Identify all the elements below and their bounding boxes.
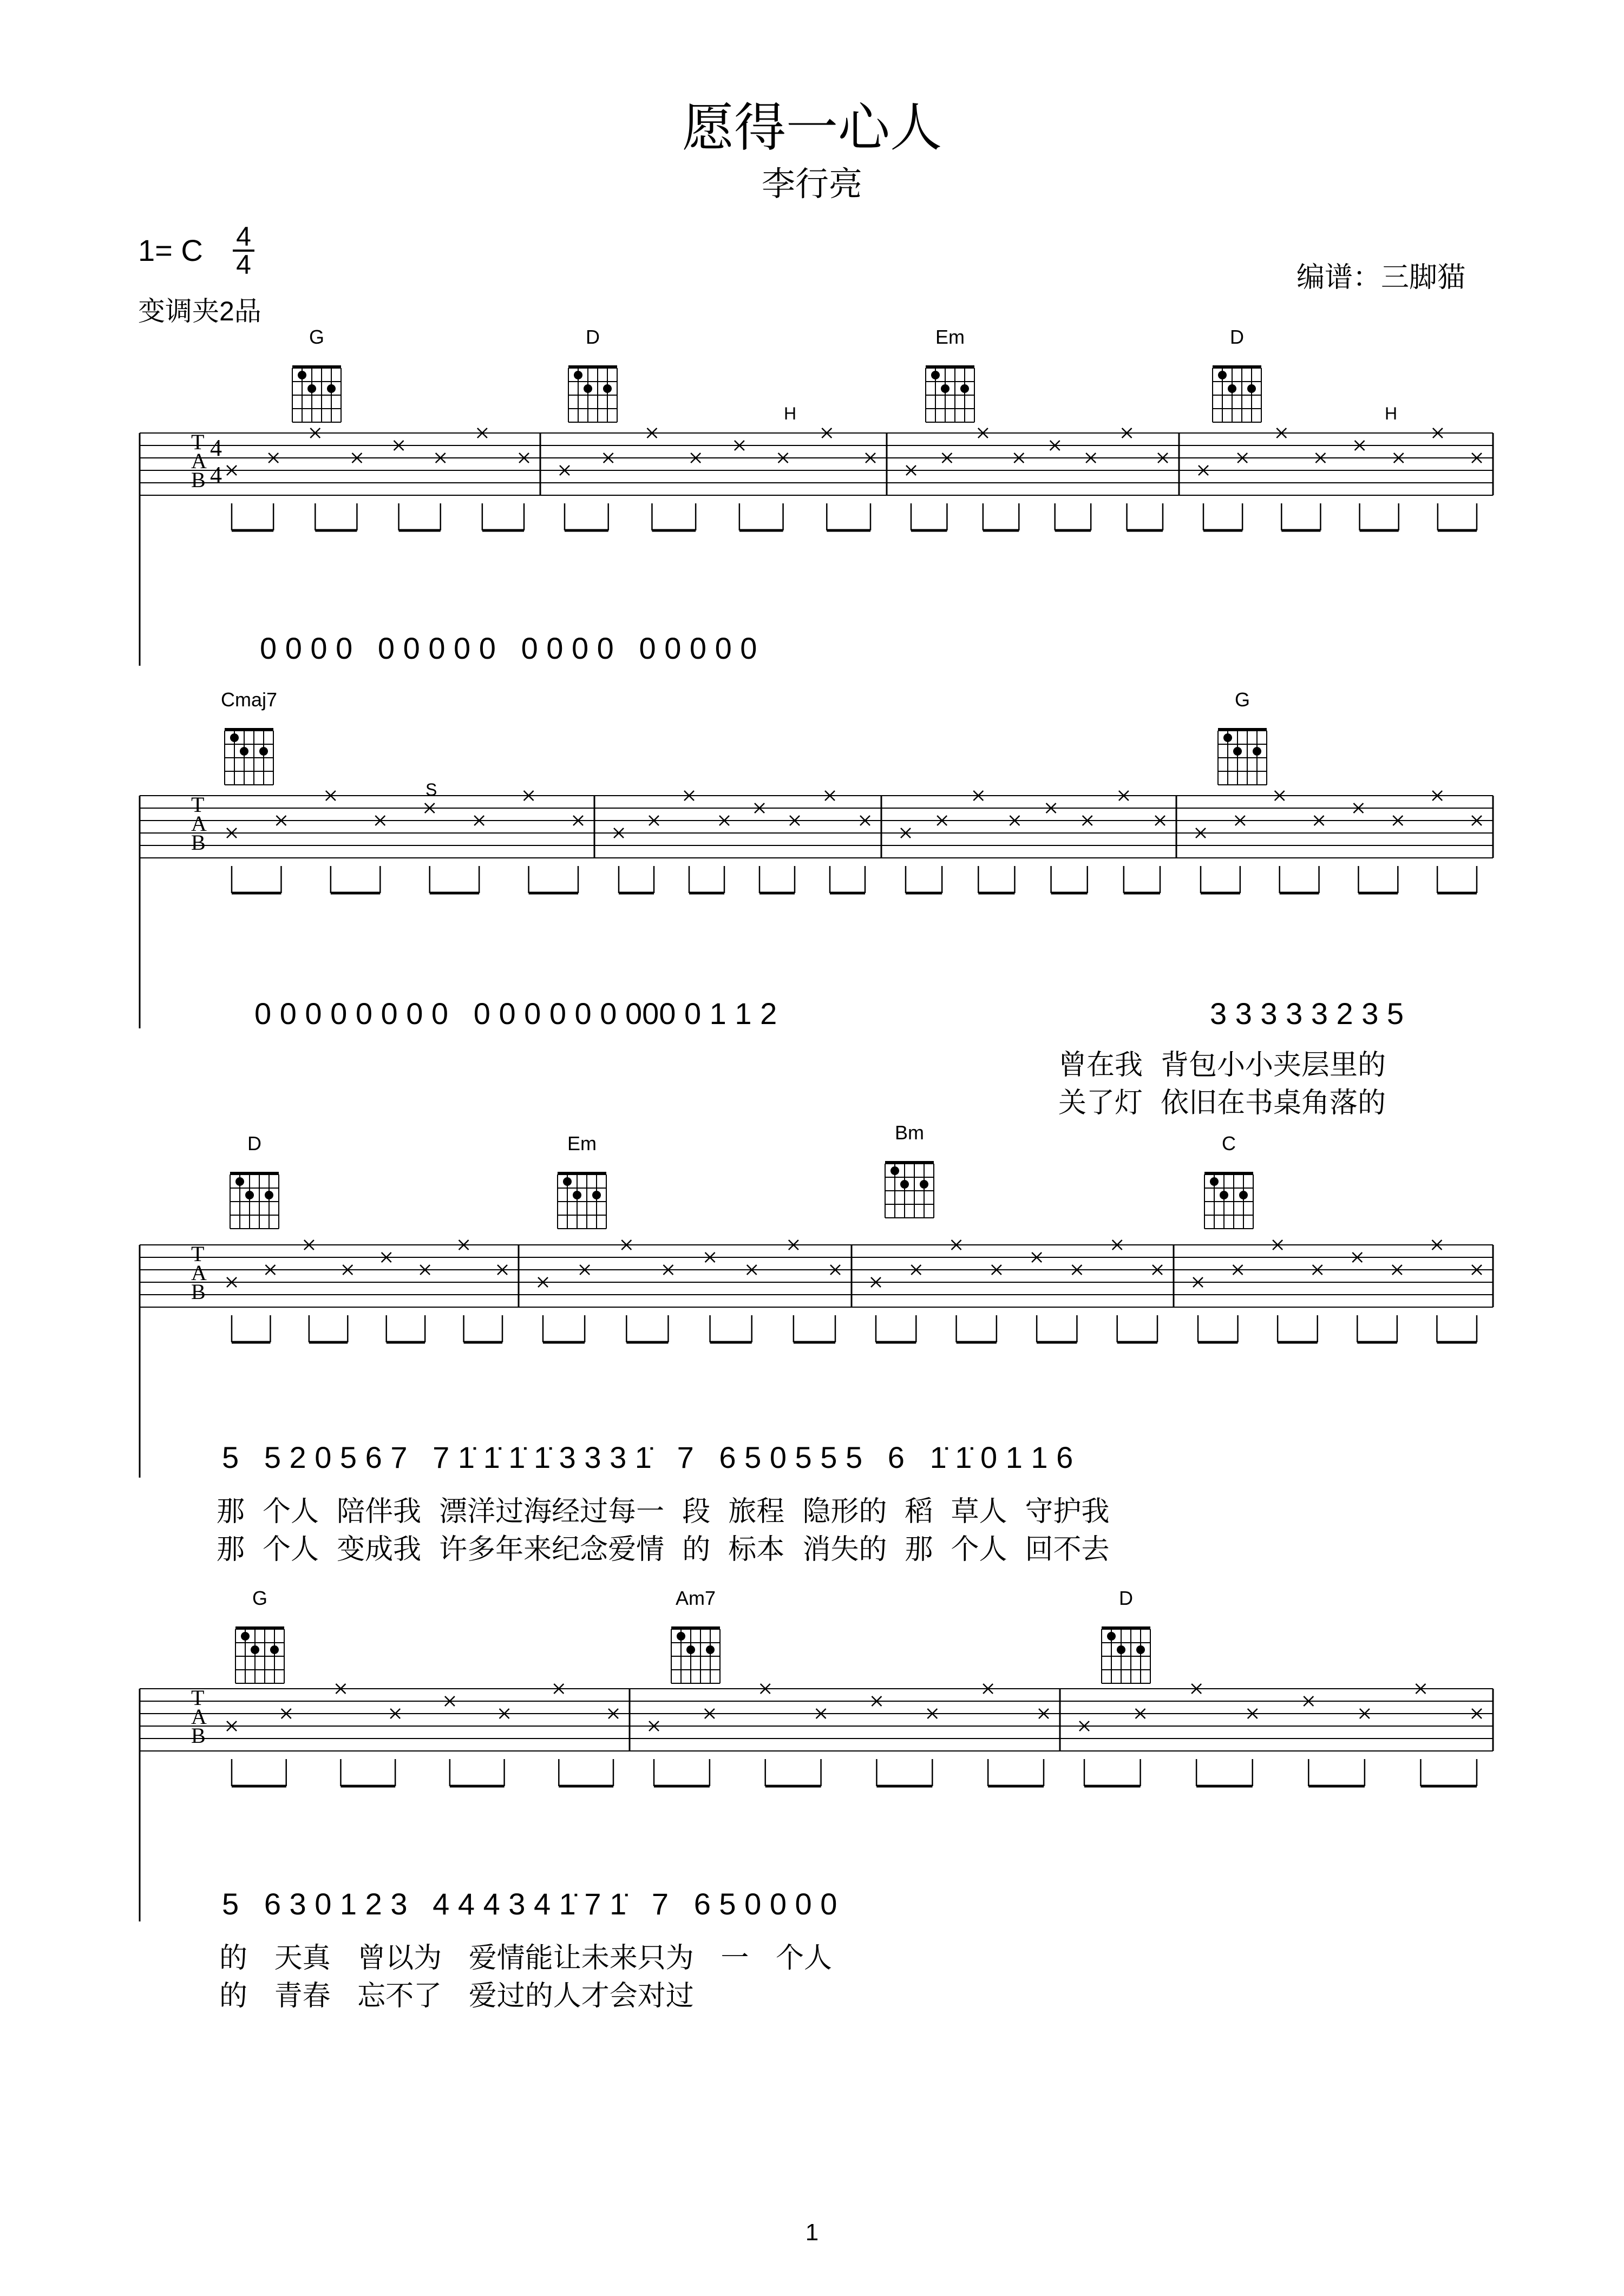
chord-nut (292, 365, 341, 369)
chord-dot (900, 1180, 909, 1189)
tab-clef-letter: B (191, 1723, 206, 1748)
chord-dot (603, 384, 612, 393)
song-title: 愿得一心人 (682, 99, 942, 157)
time-signature-top: 4 (236, 221, 251, 252)
chord-grid (227, 731, 281, 790)
chord-grid (571, 368, 625, 428)
chord-nut (568, 365, 617, 369)
chord-dot (677, 1632, 685, 1641)
chord-dot (270, 1645, 279, 1654)
chord-dot (1218, 371, 1227, 379)
jianpu-row: 5 5 2 0 5 6 7 7 1̇ 1̇ 1̇ 1̇ 3 3 3 1̇ 7 6 5 0 5 5 5 6 1̇ 1̇ 0 1 1 6 (222, 1440, 1073, 1474)
chord-dot (245, 1191, 254, 1199)
chord-dot (941, 384, 949, 393)
lyric-line: 的 天真 曾以为 爱情能让未来只为 一 个人 (219, 1942, 832, 1974)
chord-name: D (1119, 1587, 1133, 1609)
chord-dot (1220, 1191, 1228, 1199)
chord-dot (240, 747, 248, 756)
chord-name: G (309, 326, 324, 348)
chord-nut (235, 1626, 284, 1630)
chord-nut (230, 1172, 279, 1175)
chord-dot (573, 1191, 581, 1199)
chord-dot (307, 384, 316, 393)
lyric-line: 的 青春 忘不了 爱过的人才会对过 (219, 1980, 694, 2012)
chord-dot (327, 384, 336, 393)
chord-dot (1239, 1191, 1248, 1199)
chord-dot (563, 1177, 572, 1186)
tab-clef-letter: A (191, 1704, 207, 1729)
chord-dot (241, 1632, 250, 1641)
time-signature-bottom: 4 (236, 250, 251, 280)
jianpu-row: 0 0 0 0 0 0 0 0 0 0 0 0 0 0 0 0 0 0 (260, 631, 757, 665)
jianpu-row: 3 3 3 3 3 2 3 5 (1210, 996, 1404, 1031)
chord-nut (885, 1161, 934, 1164)
jianpu-row: 0 0 0 0 0 0 0 0 0 0 0 0 0 0 000 0 1 1 2 (254, 996, 777, 1031)
chord-grid (238, 1629, 292, 1689)
lyric-line: 曾在我 背包小小夹层里的 (1058, 1049, 1386, 1081)
chord-grid (1207, 1175, 1261, 1234)
lyric-line: 那 个人 变成我 许多年来纪念爱情 的 标本 消失的 那 个人 回不去 (217, 1533, 1110, 1566)
chord-grid (674, 1629, 728, 1689)
tab-time-sig: 4 (210, 462, 222, 488)
tab-clef-letter: A (191, 449, 207, 473)
chord-dot (1136, 1645, 1145, 1654)
tab-clef-letter: B (191, 1280, 206, 1304)
chord-grid (928, 368, 983, 428)
arranger-credit: 编谱：三脚猫 (1296, 262, 1466, 293)
jianpu-row: 5 6 3 0 1 2 3 4 4 4 3 4 1̇ 7 1̇ 7 6 5 0 0 0 0 (222, 1887, 837, 1921)
chord-grid (233, 1175, 287, 1234)
chord-grid (888, 1164, 942, 1223)
technique-mark: S (425, 780, 437, 799)
chord-nut (671, 1626, 720, 1630)
chord-dot (890, 1166, 899, 1175)
chord-name: Em (935, 326, 965, 348)
chord-dot (251, 1645, 259, 1654)
chord-dot (235, 1177, 244, 1186)
time-signature (233, 221, 254, 280)
chord-nut (1102, 1626, 1150, 1630)
chord-nut (1213, 365, 1261, 369)
chord-dot (298, 371, 306, 379)
chord-dot (686, 1645, 695, 1654)
tab-clef-letter: A (191, 811, 207, 836)
chord-grid (1104, 1629, 1158, 1689)
chord-grid (1221, 731, 1275, 790)
technique-mark: H (784, 404, 797, 423)
lyric-line: 那 个人 陪伴我 漂洋过海经过每一 段 旅程 隐形的 稻 草人 守护我 (217, 1495, 1110, 1528)
chord-grid (560, 1175, 614, 1234)
chord-grid (1215, 368, 1269, 428)
chord-dot (574, 371, 582, 379)
chord-name: G (252, 1587, 267, 1609)
tab-clef-letter: T (191, 430, 205, 454)
chord-name: C (1222, 1132, 1236, 1154)
chord-dot (1253, 747, 1261, 756)
chord-dot (920, 1180, 928, 1189)
chord-name: G (1234, 688, 1250, 711)
tab-clef-letter: T (191, 792, 205, 817)
tab-clef-letter: B (191, 468, 206, 492)
chord-dot (265, 1191, 273, 1199)
chord-name: D (247, 1132, 261, 1154)
tab-time-sig: 4 (210, 435, 222, 461)
chord-name: D (1230, 326, 1244, 348)
lyric-line: 关了灯 依旧在书桌角落的 (1058, 1087, 1386, 1119)
tab-staff-svg (140, 404, 1493, 736)
tab-clef-letter: T (191, 1685, 205, 1710)
chord-dot (1210, 1177, 1219, 1186)
key-signature: 1= C (138, 233, 203, 267)
chord-dot (706, 1645, 715, 1654)
chord-dot (1228, 384, 1236, 393)
chord-nut (926, 365, 974, 369)
page-number: 1 (805, 2219, 819, 2246)
chord-name: Am7 (675, 1587, 716, 1609)
chord-nut (1204, 1172, 1253, 1175)
chord-dot (1117, 1645, 1125, 1654)
chord-dot (1247, 384, 1256, 393)
chord-name: Bm (895, 1121, 924, 1144)
chord-name: D (586, 326, 600, 348)
tab-clef-letter: T (191, 1242, 205, 1266)
song-artist: 李行亮 (761, 166, 862, 203)
chord-nut (558, 1172, 606, 1175)
chord-name: Cmaj7 (220, 688, 278, 711)
chord-dot (960, 384, 969, 393)
chord-name: Em (567, 1132, 597, 1154)
tab-clef-letter: B (191, 830, 206, 855)
chord-dot (1233, 747, 1242, 756)
chord-grid (295, 368, 349, 428)
capo-note: 变调夹2品 (138, 296, 261, 326)
chord-dot (259, 747, 268, 756)
chord-dot (584, 384, 592, 393)
chord-dot (592, 1191, 601, 1199)
chord-dot (1107, 1632, 1116, 1641)
technique-mark: H (1385, 404, 1398, 423)
chord-dot (931, 371, 940, 379)
tab-clef-letter: A (191, 1261, 207, 1285)
